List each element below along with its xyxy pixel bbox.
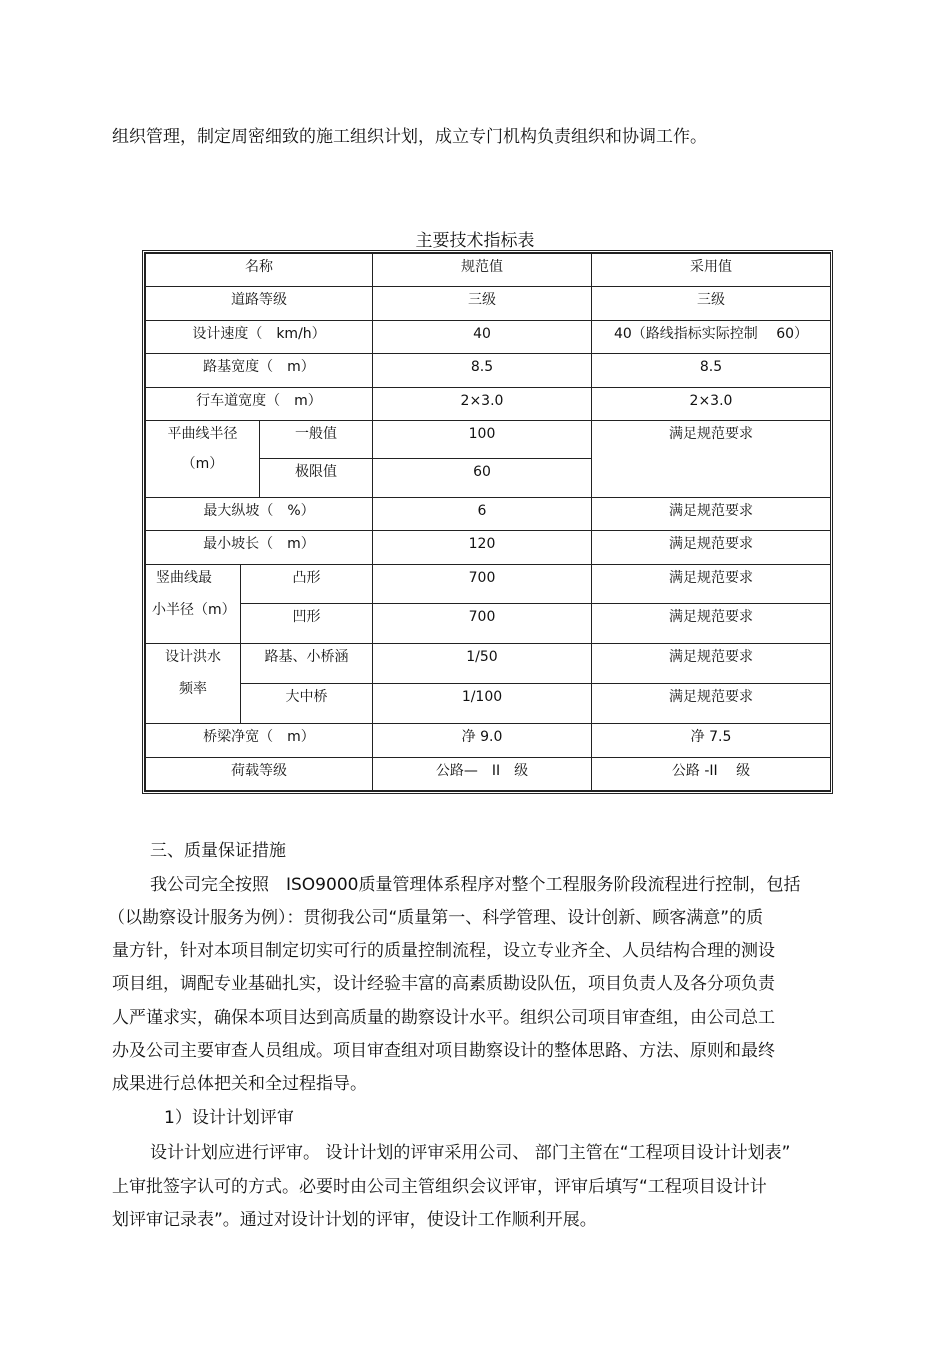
row-spec: 1/100 [373,684,592,724]
row-subname: 极限值 [260,459,373,497]
group-cell-flood [146,644,241,724]
row-adopted: 8.5 [592,354,831,387]
table-row [146,724,831,757]
group-label: 频率 [179,681,207,698]
row-adopted: 满足规范要求 [592,604,831,644]
row-spec: 公路— II 级 [373,757,592,790]
group-label: 设计洪水 [165,649,221,666]
subsection-heading: 1）设计计划评审 [164,1108,294,1128]
row-spec: 60 [373,459,592,497]
group-label: 平曲线半径 [167,425,238,442]
row-spec: 8.5 [373,354,592,387]
table-row [146,757,831,790]
row-subname: 凸形 [241,564,373,604]
row-adopted: 2×3.0 [592,387,831,420]
group-label: 竖曲线最 [156,569,212,586]
row-subname: 路基、小桥涵 [241,644,373,684]
table-row [146,644,831,684]
row-adopted: 净 7.5 [592,724,831,757]
row-subname: 凹形 [241,604,373,644]
body-line: 成果进行总体把关和全过程指导。 [112,1074,367,1094]
row-subname: 一般值 [260,420,373,458]
table-row [146,604,831,644]
row-spec: 净 9.0 [373,724,592,757]
row-spec: 120 [373,531,592,564]
body-line: 上审批签字认可的方式。必要时由公司主管组织会议评审，评审后填写“工程项目设计计 [112,1177,767,1197]
row-adopted: 三级 [592,287,831,320]
row-spec: 6 [373,497,592,530]
table-row [146,320,831,353]
header-spec: 规范值 [373,254,592,287]
row-adopted: 40（路线指标实际控制 60） [592,320,831,353]
intro-line: 组织管理，制定周密细致的施工组织计划，成立专门机构负责组织和协调工作。 [112,127,707,147]
row-spec: 40 [373,320,592,353]
table-row [146,387,831,420]
body-line: 项目组，调配专业基础扎实，设计经验丰富的高素质勘设队伍，项目负责人及各分项负责 [112,974,775,994]
row-subname: 大中桥 [241,684,373,724]
table-row [146,287,831,320]
header-name: 名称 [146,254,373,287]
row-spec: 700 [373,604,592,644]
body-line: 划评审记录表”。通过对设计计划的评审，使设计工作顺利开展。 [112,1210,597,1230]
row-spec: 700 [373,564,592,604]
group-unit: （m） [181,455,224,472]
row-name: 道路等级 [146,287,373,320]
row-spec: 1/50 [373,644,592,684]
table-row [146,354,831,387]
row-adopted: 满足规范要求 [592,420,831,497]
row-name: 设计速度（ km/h） [146,320,373,353]
body-line: 人严谨求实，确保本项目达到高质量的勘察设计水平。组织公司项目审查组，由公司总工 [112,1008,775,1028]
table-row [146,684,831,724]
body-line: 设计计划应进行评审。 设计计划的评审采用公司、 部门主管在“工程项目设计计划表” [150,1143,791,1163]
tech-indicator-table [142,250,833,794]
row-name: 行车道宽度（ m） [146,387,373,420]
row-adopted: 满足规范要求 [592,497,831,530]
table-row [146,564,831,604]
table-row [146,531,831,564]
body-line: 办及公司主要审查人员组成。项目审查组对项目勘察设计的整体思路、方法、原则和最终 [112,1041,775,1061]
row-adopted: 满足规范要求 [592,531,831,564]
group-cell-curve [146,420,260,497]
row-adopted: 满足规范要求 [592,684,831,724]
group-label: 小半径（m） [152,601,236,618]
row-name: 桥梁净宽（ m） [146,724,373,757]
row-name: 荷载等级 [146,757,373,790]
row-spec: 100 [373,420,592,458]
body-line: （以勘察设计服务为例）：贯彻我公司“质量第一、科学管理、设计创新、顾客满意”的质 [108,908,764,928]
row-spec: 2×3.0 [373,387,592,420]
body-line: 我公司完全按照 ISO9000质量管理体系程序对整个工程服务阶段流程进行控制，包括 [150,875,801,895]
table-title: 主要技术指标表 [415,231,535,251]
header-adopted: 采用值 [592,254,831,287]
row-spec: 三级 [373,287,592,320]
row-adopted: 公路 -II 级 [592,757,831,790]
body-line: 量方针，针对本项目制定切实可行的质量控制流程，设立专业齐全、人员结构合理的测设 [112,941,775,961]
table-header-row [146,254,831,287]
table-row [146,420,831,458]
row-adopted: 满足规范要求 [592,564,831,604]
row-name: 最大纵坡（ %） [146,497,373,530]
group-cell-vertical-curve [146,564,241,644]
row-name: 路基宽度（ m） [146,354,373,387]
row-name: 最小坡长（ m） [146,531,373,564]
section-heading: 三、质量保证措施 [150,841,286,861]
table-row [146,497,831,530]
row-adopted: 满足规范要求 [592,644,831,684]
